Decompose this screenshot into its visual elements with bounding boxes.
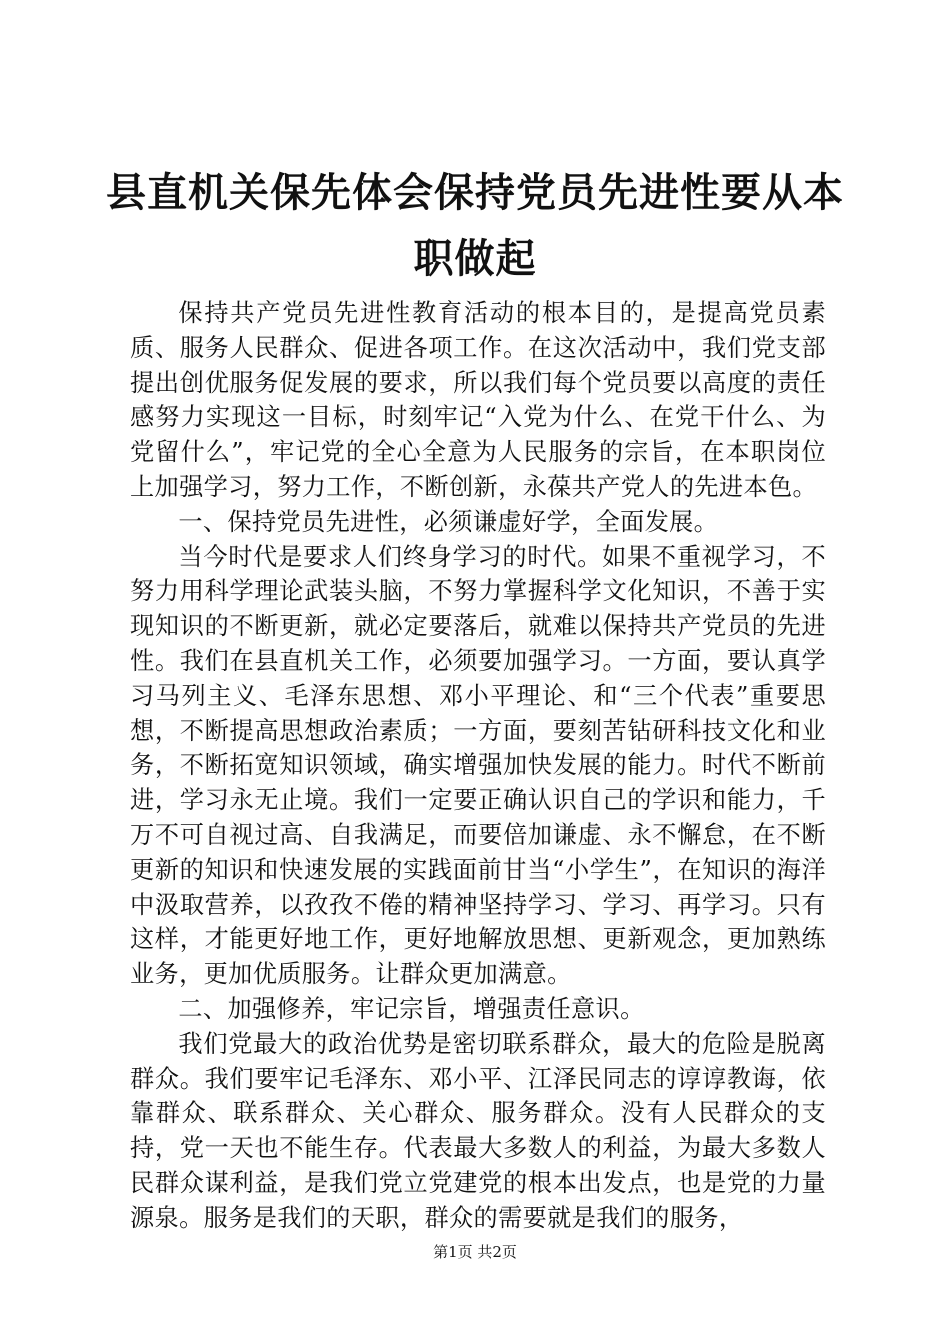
paragraph-section-1: 当今时代是要求人们终身学习的时代。如果不重视学习，不努力用科学理论武装头脑，不努力掌握科学文化知识，不善于实现知识的不断更新，就必定要落后，就难以保持共产党员的先进性。我们在县直机关工作，必须要加强学习。一方面，要认真学习马列主义、毛泽东思想、邓小平理论、和“三个代表”重要思想，不断提高思想政治素质；一方面，要刻苦钻研科技文化和业务，不断拓宽知识领域，确实增强加快发展的能力。时代不断前进，学习永无止境。我们一定要正确认识自己的学识和能力，千万不可自视过高、自我满足，而要倍加谦虚、永不懈怠，在不断更新的知识和快速发展的实践面前甘当“小学生”，在知识的海洋中汲取营养，以孜孜不倦的精神坚持学习、学习、再学习。只有这样，才能更好地工作，更好地解放思想、更新观念，更加熟练业务，更加优质服务。让群众更加满意。 [130,542,826,989]
section-heading-2: 二、加强修养，牢记宗旨，增强责任意识。 [178,994,645,1023]
section-heading-1: 一、保持党员先进性，必须谦虚好学，全面发展。 [178,507,719,536]
page-number-footer: 第1页 共2页 [433,1243,517,1261]
document-body [130,296,826,1236]
paragraph-intro: 保持共产党员先进性教育活动的根本目的，是提高党员素质、服务人民群众、促进各项工作。在这次活动中，我们党支部提出创优服务促发展的要求，所以我们每个党员要以高度的责任感努力实现这一目标，时刻牢记“入党为什么、在党干什么、为党留什么”，牢记党的全心全意为人民服务的宗旨，在本职岗位上加强学习，努力工作，不断创新，永葆共产党人的先进本色。 [130,299,826,501]
paragraph-section-2: 我们党最大的政治优势是密切联系群众，最大的危险是脱离群众。我们要牢记毛泽东、邓小平、江泽民同志的谆谆教诲，依靠群众、联系群众、关心群众、服务群众。没有人民群众的支持，党一天也不能生存。代表最大多数人的利益，为最大多数人民群众谋利益，是我们党立党建党的根本出发点，也是党的力量源泉。服务是我们的天职，群众的需要就是我们的服务， [130,1029,826,1232]
document-title: 县直机关保先体会保持党员先进性要从本职做起 [106,169,844,282]
